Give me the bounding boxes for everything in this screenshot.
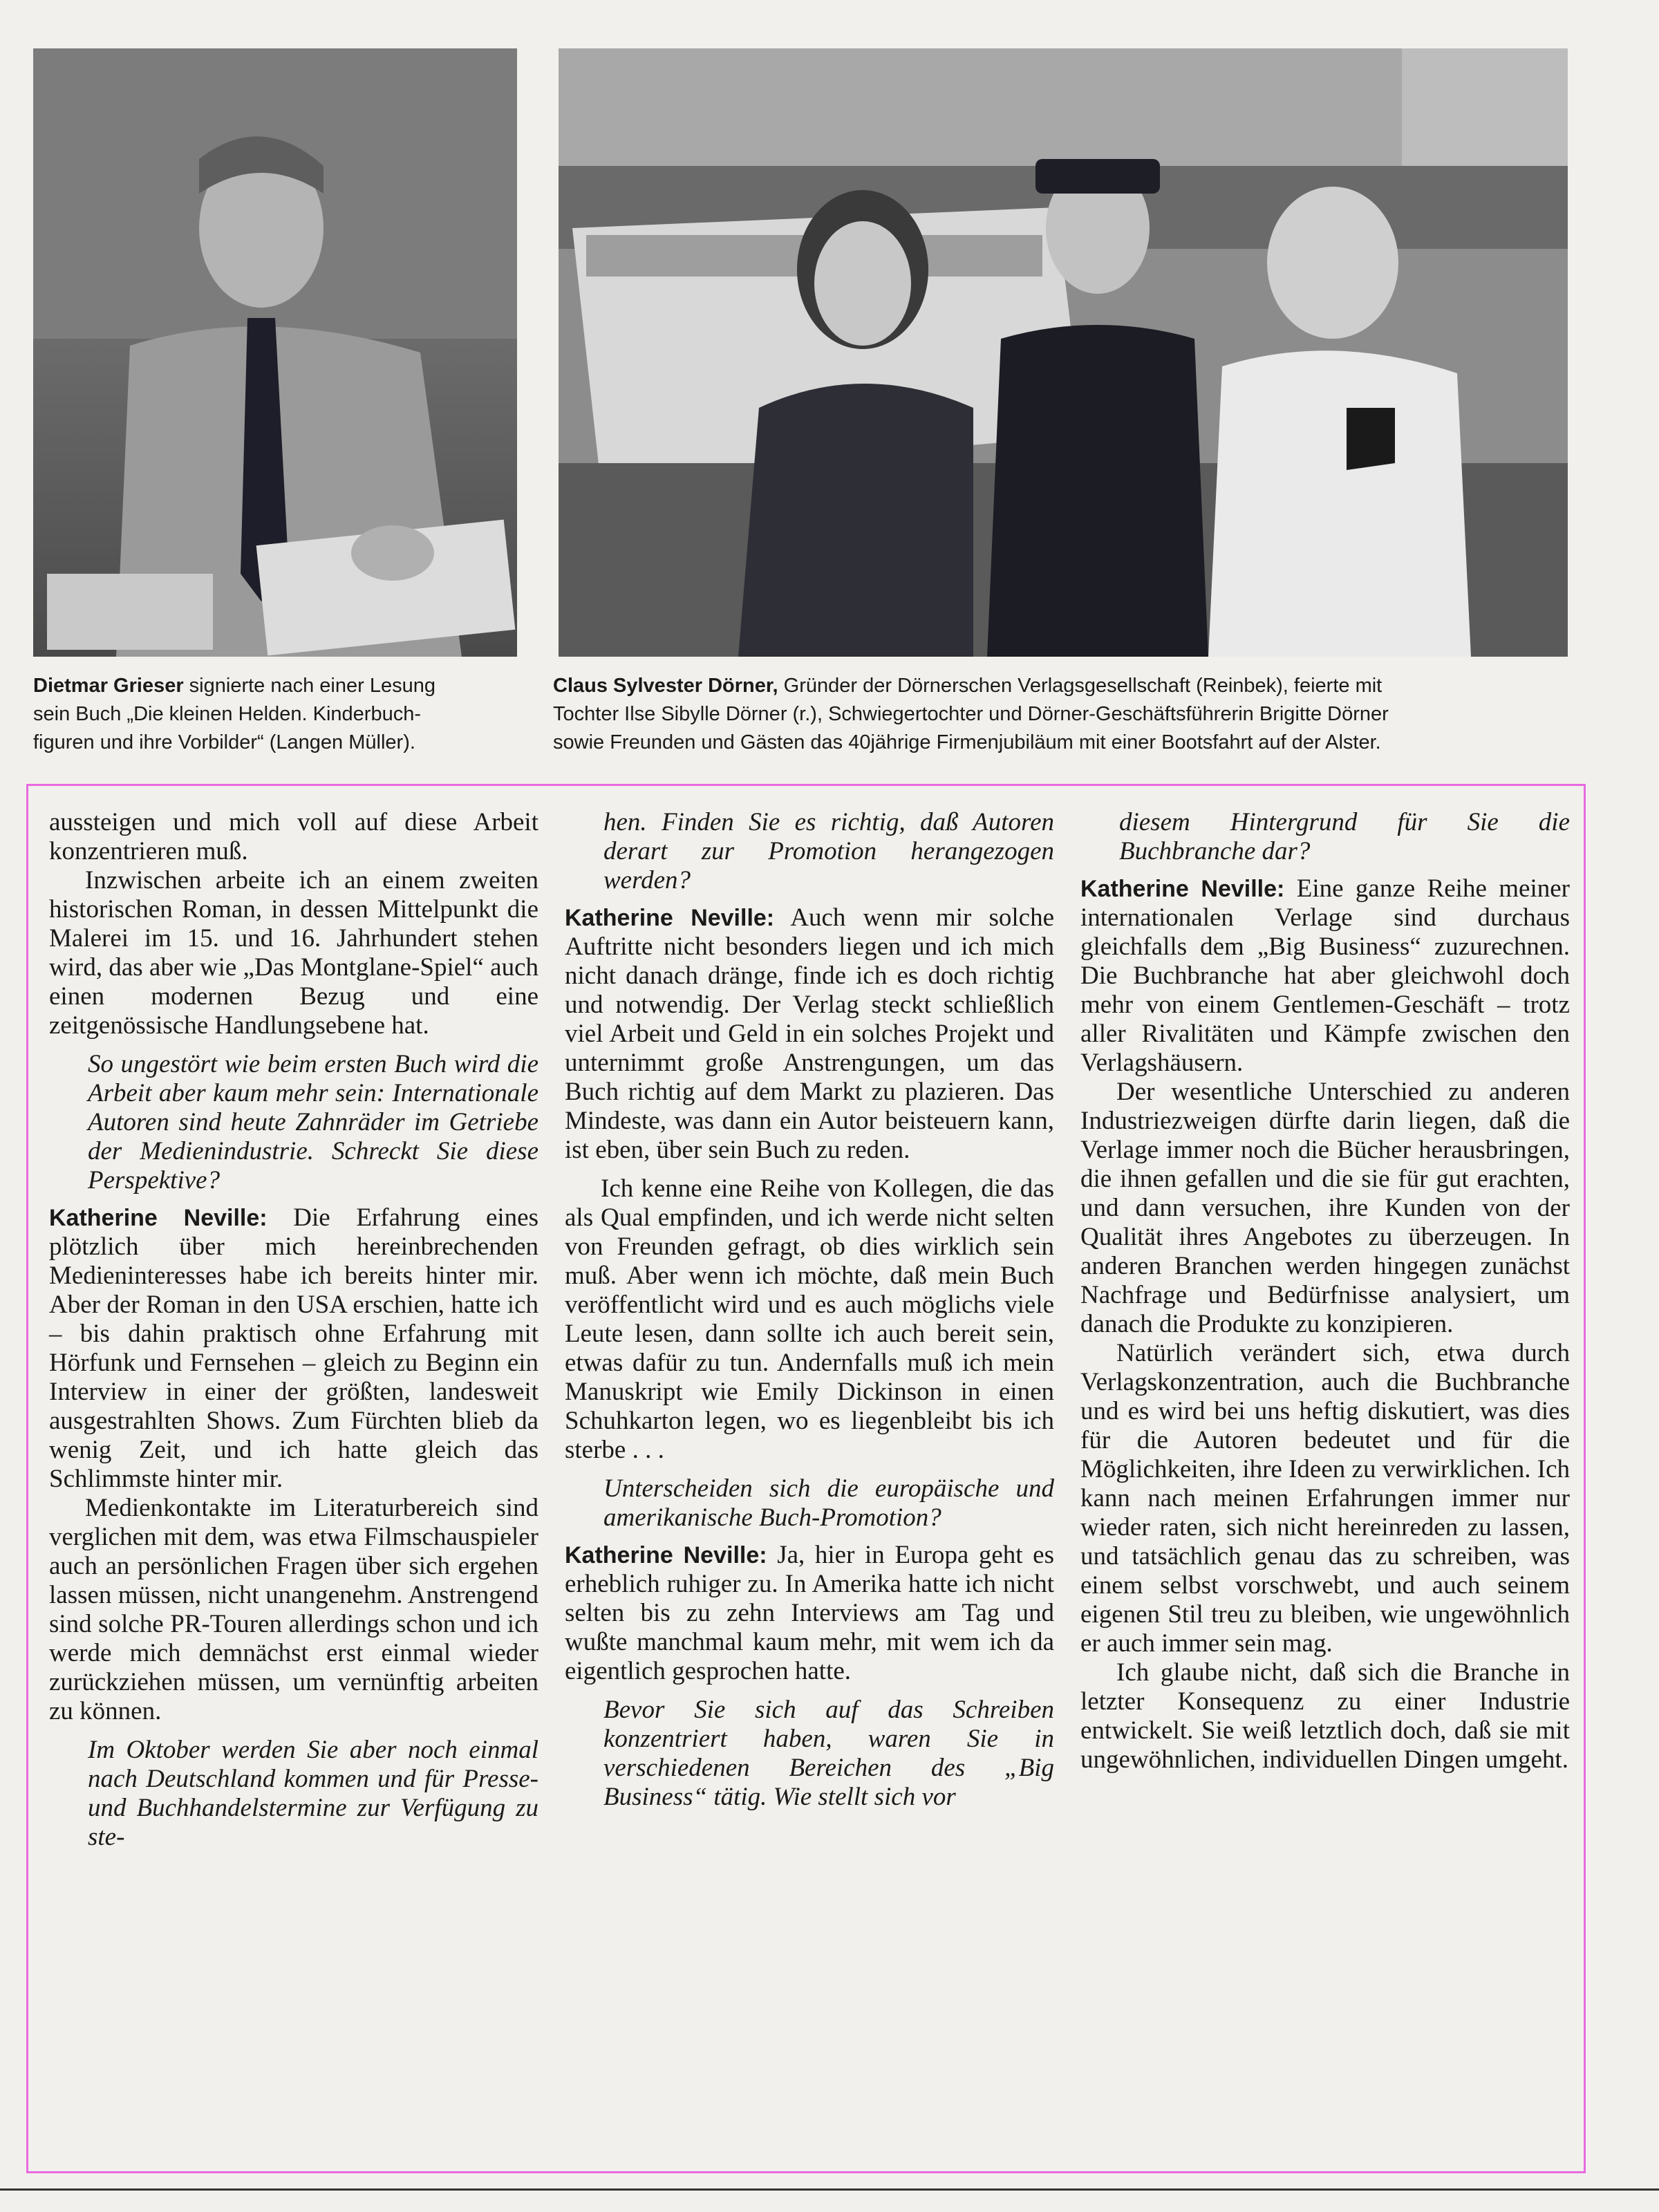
answer-paragraph: Medienkontakte im Literaturbereich sind verglichen mit dem, was etwa Filmschauspieler auch an persönlichen Fragen über sich ergehen lassen müssen, nicht unangenehm. Anstrengend sind solche PR-Touren allerdings schon und ich werde mich demnächst erst einmal wieder zurückziehen müssen, um vernünftig arbeiten zu können. [49, 1494, 538, 1725]
caption-left [33, 672, 531, 757]
caption-right-text-3: sowie Freunden und Gästen das 40jährige Firmenjubiläum mit einer Bootsfahrt auf der Alster. [553, 731, 1381, 753]
interview-question: Im Oktober werden Sie aber noch einmal nach Deutschland kommen und für Presse- und Buchhandelstermine zur Verfügung zu ste- [88, 1736, 538, 1851]
speaker-label: Katherine Neville: [565, 905, 775, 931]
photo-doerner-image [559, 48, 1568, 657]
photo-grieser-image [33, 48, 517, 657]
answer-paragraph: Der wesentliche Unterschied zu anderen Industriezweigen dürfte darin liegen, daß die Verlage immer noch die Bücher herausbringen, die ihnen gefallen und die sie für gut erachten, und dann versuchen, ihre Kunden von der Qualität ihres Angebotes zu überzeugen. In anderen Branchen werden hingegen zunächst Nachfrage und Bedürfnisse analysiert, um danach die Produkte zu konzipieren. [1080, 1078, 1570, 1338]
caption-right-name: Claus Sylvester Dörner, [553, 675, 778, 697]
column-2 [565, 808, 1054, 1820]
answer-paragraph: aussteigen und mich voll auf diese Arbeit konzentrieren muß. [49, 808, 538, 865]
answer-text: Ja, hier in Europa geht es erheblich ruhiger zu. In Amerika hatte ich nicht selten bis zu zehn Interviews am Tag und wußte manchmal kaum mehr, mit wem ich da eigentlich gesprochen hatte. [565, 1541, 1054, 1685]
caption-right-text-1: Gründer der Dörnerschen Verlagsgesellschaft (Reinbek), feierte mit [778, 675, 1382, 697]
page-bottom-rule [0, 2188, 1659, 2191]
interview-answer [565, 903, 1054, 1165]
interview-answer [1080, 874, 1570, 1078]
interview-answer [565, 1541, 1054, 1686]
column-3 [1080, 808, 1570, 1774]
answer-paragraph: Natürlich verändert sich, etwa durch Verlagskonzentration, auch die Buchbranche und es wird bei uns heftig diskutiert, was dies für die Autoren bedeutet und für die Möglichkeiten, ihre Ideen zu verwirklichen. Ich kann nach meinen Erfahrungen immer nur wieder raten, sich nicht hereinreden zu lassen, und tatsächlich genau das zu schreiben, was einem selbst vorschwebt, und auch seinem eigenen Stil treu zu bleiben, wie ungewöhnlich er auch immer sein mag. [1080, 1339, 1570, 1658]
interview-question: hen. Finden Sie es richtig, daß Autoren derart zur Promotion herangezogen werden? [603, 808, 1054, 894]
speaker-label: Katherine Neville: [49, 1205, 268, 1231]
caption-left-line-1 [33, 672, 531, 700]
answer-paragraph: Inzwischen arbeite ich an einem zweiten historischen Roman, in dessen Mittelpunkt die Malerei im 15. und 16. Jahrhundert stehen wird, das aber wie „Das Montglane-Spiel“ auch einen modernen Bezug und eine zeitgenössische Handlungsebene hat. [49, 866, 538, 1040]
caption-right-text-2: Tochter Ilse Sibylle Dörner (r.), Schwiegertochter und Dörner-Geschäftsführerin Brigitte Dörner [553, 703, 1389, 725]
answer-text: Auch wenn mir solche Auftritte nicht besonders liegen und ich mich nicht danach dränge, finde ich es doch richtig und notwendig. Der Verlag steckt schließlich viel Arbeit und Geld in ein solches Projekt und unternimmt große Anstrengungen, um das Buch richtig auf dem Markt zu plazieren. Das Mindeste, was dann ein Autor beisteuern kann, ist eben, über sein Buch zu reden. [565, 903, 1054, 1164]
caption-right-line-1 [553, 672, 1576, 700]
interview-answer [49, 1203, 538, 1494]
interview-question: So ungestört wie beim ersten Buch wird die Arbeit aber kaum mehr sein: Internationale Autoren sind heute Zahnräder im Getriebe der Medienindustrie. Schreckt Sie diese Perspektive? [88, 1050, 538, 1194]
caption-left-text-3: figuren und ihre Vorbilder“ (Langen Müller). [33, 731, 415, 753]
answer-text: Eine ganze Reihe meiner internationalen Verlage sind durchaus gleichfalls dem „Big Business“ zuzurechnen. Die Buchbranche hat aber gleichwohl doch mehr von einem Gentlemen-Geschäft – trotz aller Rivalitäten und Kämpfe zwischen den Verlagshäusern. [1080, 874, 1570, 1077]
interview-question: Unterscheiden sich die europäische und amerikanische Buch-Promotion? [603, 1474, 1054, 1532]
caption-left-text-2: sein Buch „Die kleinen Helden. Kinderbuch- [33, 703, 421, 725]
interview-article [26, 784, 1586, 2173]
photo-doerner [559, 48, 1568, 657]
photo-grieser [33, 48, 517, 657]
speaker-label: Katherine Neville: [1080, 876, 1285, 902]
interview-question: diesem Hintergrund für Sie die Buchbranche dar? [1119, 808, 1570, 865]
caption-left-name: Dietmar Grieser [33, 675, 184, 697]
column-1 [49, 808, 538, 1860]
answer-text: Die Erfahrung eines plötzlich über mich hereinbrechenden Medieninteresses habe ich bereits hinter mir. Aber der Roman in den USA erschien, hatte ich – bis dahin praktisch ohne Erfahrung mit Hörfunk und Fernsehen – gleich zu Beginn ein Interview in einer der größten, landesweit ausgestrahlten Shows. Zum Fürchten blieb da wenig Zeit, und ich hatte gleich das Schlimmste hinter mir. [49, 1203, 538, 1493]
speaker-label: Katherine Neville: [565, 1542, 767, 1568]
answer-paragraph: Ich kenne eine Reihe von Kollegen, die das als Qual empfinden, und ich werde nicht selten von Freunden gefragt, ob dies wirklich sein muß. Aber wenn ich möchte, daß mein Buch veröffentlicht wird und es auch möglichs viele Leute lesen, dann sollte ich auch bereit sein, etwas dafür zu tun. Andernfalls muß ich mein Manuskript wie Emily Dickinson in einen Schuhkarton legen, wo es liegenbleibt bis ich sterbe . . . [565, 1174, 1054, 1464]
caption-left-text-1: signierte nach einer Lesung [183, 675, 435, 697]
interview-question: Bevor Sie sich auf das Schreiben konzentriert haben, waren Sie in verschiedenen Bereichen des „Big Business“ tätig. Wie stellt sich vor [603, 1696, 1054, 1811]
caption-right [553, 672, 1576, 757]
answer-paragraph: Ich glaube nicht, daß sich die Branche in letzter Konsequenz zu einer Industrie entwickelt. Sie weiß letztlich doch, daß sie mit ungewöhnlichen, individuellen Dingen umgeht. [1080, 1658, 1570, 1774]
